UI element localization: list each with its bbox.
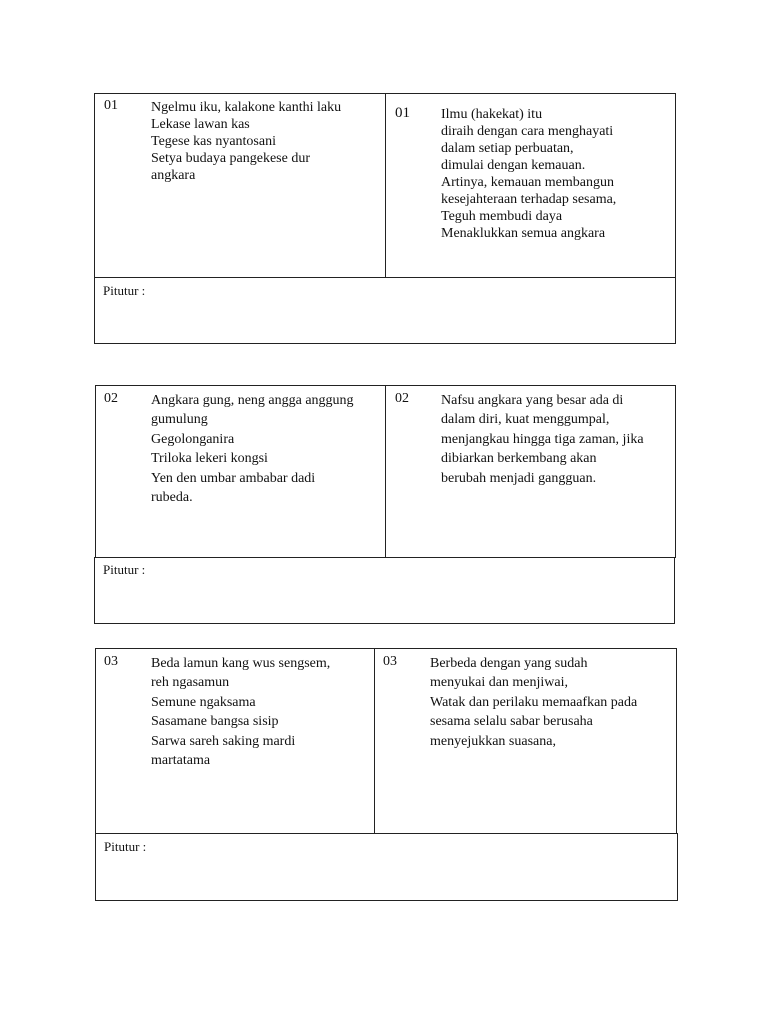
verse-translation-03 bbox=[430, 654, 637, 751]
translation-line: kesejahteraan terhadap sesama, bbox=[441, 192, 617, 207]
verse-line: Angkara gung, neng angga anggung bbox=[151, 393, 354, 408]
verse-number-left-01: 01 bbox=[104, 98, 118, 113]
verse-javanese-02 bbox=[151, 391, 354, 507]
verse-number-right-03: 03 bbox=[383, 654, 397, 669]
verse-number-right-02: 02 bbox=[395, 391, 409, 406]
verse-line: Beda lamun kang wus sengsem, bbox=[151, 656, 331, 671]
pitutur-label-01: Pitutur : bbox=[103, 283, 146, 298]
translation-line: sesama selalu sabar berusaha bbox=[430, 714, 593, 730]
translation-line: dimulai dengan kemauan. bbox=[441, 158, 586, 173]
verse-line: Tegese kas nyantosani bbox=[151, 134, 276, 149]
verse-javanese-01 bbox=[151, 99, 341, 184]
verse-line: rubeda. bbox=[151, 490, 193, 506]
translation-line: dalam setiap perbuatan, bbox=[441, 141, 574, 156]
translation-line: Ilmu (hakekat) itu bbox=[441, 107, 543, 122]
verse-line: Setya budaya pangekese dur bbox=[151, 151, 310, 166]
verse-line: Triloka lekeri kongsi bbox=[151, 451, 268, 467]
verse-line: Gegolonganira bbox=[151, 431, 235, 447]
translation-line: Teguh membudi daya bbox=[441, 209, 563, 224]
verse-line: Sasamane bangsa sisip bbox=[151, 714, 279, 730]
translation-line: Nafsu angkara yang besar ada di bbox=[441, 393, 624, 408]
pitutur-box-01[interactable] bbox=[94, 277, 676, 344]
pitutur-label-03: Pitutur : bbox=[104, 839, 147, 854]
verse-number-left-03: 03 bbox=[104, 654, 118, 669]
verse-line: gumulung bbox=[151, 412, 208, 428]
translation-line: Watak dan perilaku memaafkan pada bbox=[430, 694, 638, 710]
verse-translation-01 bbox=[441, 106, 616, 242]
verse-line: Yen den umbar ambabar dadi bbox=[151, 470, 316, 486]
verse-line: Lekase lawan kas bbox=[151, 117, 250, 132]
verse-line: Ngelmu iku, kalakone kanthi laku bbox=[151, 100, 342, 115]
translation-line: menyejukkan suasana, bbox=[430, 733, 556, 749]
verse-number-right-01: 01 bbox=[395, 105, 410, 121]
translation-line: Artinya, kemauan membangun bbox=[441, 175, 615, 190]
verse-line: martatama bbox=[151, 753, 211, 769]
verse-javanese-03 bbox=[151, 654, 330, 770]
pitutur-label-02: Pitutur : bbox=[103, 562, 146, 577]
translation-line: berubah menjadi gangguan. bbox=[441, 470, 597, 486]
pitutur-box-02[interactable] bbox=[94, 557, 675, 624]
verse-line: reh ngasamun bbox=[151, 675, 230, 691]
verse-line: angkara bbox=[151, 168, 196, 183]
translation-line: diraih dengan cara menghayati bbox=[441, 124, 614, 139]
verse-line: Semune ngaksama bbox=[151, 694, 256, 710]
translation-line: Berbeda dengan yang sudah bbox=[430, 656, 588, 671]
translation-line: Menaklukkan semua angkara bbox=[441, 226, 606, 241]
translation-line: dalam diri, kuat menggumpal, bbox=[441, 412, 610, 428]
verse-line: Sarwa sareh saking mardi bbox=[151, 733, 296, 749]
translation-line: menjangkau hingga tiga zaman, jika bbox=[441, 431, 644, 447]
verse-translation-02 bbox=[441, 391, 644, 488]
translation-line: dibiarkan berkembang akan bbox=[441, 451, 597, 467]
pitutur-box-03[interactable] bbox=[95, 833, 678, 901]
translation-line: menyukai dan menjiwai, bbox=[430, 675, 569, 691]
verse-number-left-02: 02 bbox=[104, 391, 118, 406]
